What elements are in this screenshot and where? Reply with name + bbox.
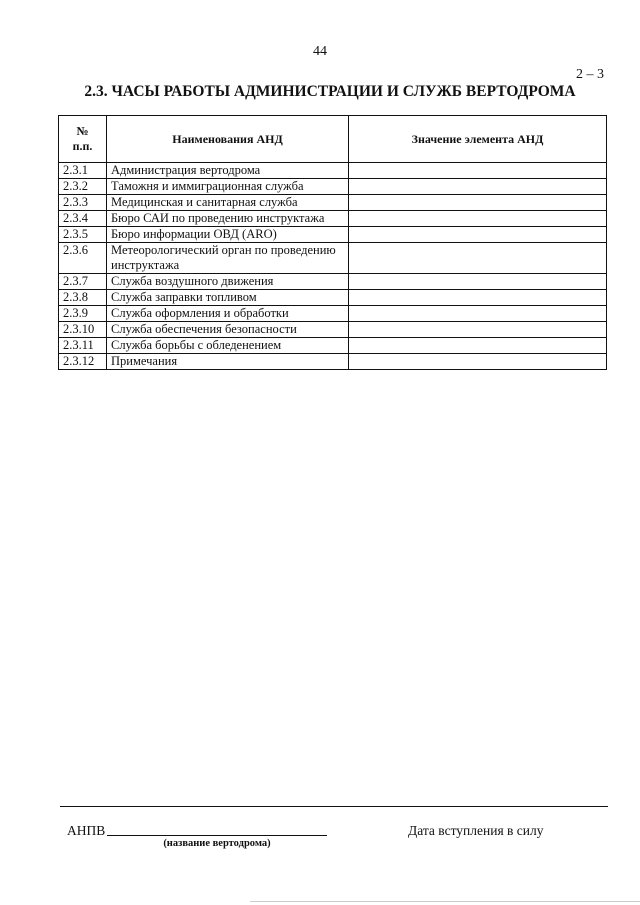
row-number: 2.3.7	[59, 274, 107, 290]
row-value[interactable]	[349, 338, 607, 354]
row-value[interactable]	[349, 211, 607, 227]
row-value[interactable]	[349, 290, 607, 306]
table-row	[59, 163, 607, 179]
row-value[interactable]	[349, 227, 607, 243]
footer-right-label: Дата вступления в силу	[408, 823, 544, 838]
table-row	[59, 354, 607, 370]
table-row	[59, 211, 607, 227]
table-row	[59, 227, 607, 243]
row-value[interactable]	[349, 354, 607, 370]
row-name: Служба заправки топливом	[107, 290, 349, 306]
row-number: 2.3.5	[59, 227, 107, 243]
row-name: Примечания	[107, 354, 349, 370]
footer-left-label: АНПВ	[67, 823, 106, 838]
header-number-line2: п.п.	[72, 139, 93, 153]
page-title: 2.3. ЧАСЫ РАБОТЫ АДМИНИСТРАЦИИ И СЛУЖБ ВЕРТОДРОМА	[84, 83, 576, 100]
row-number: 2.3.2	[59, 179, 107, 195]
table-body	[59, 163, 607, 370]
table-row	[59, 243, 607, 274]
page-bottom-edge	[250, 901, 640, 902]
and-table	[58, 115, 607, 370]
row-number: 2.3.4	[59, 211, 107, 227]
row-name: Служба воздушного движения	[107, 274, 349, 290]
row-name: Бюро информации ОВД (ARO)	[107, 227, 349, 243]
row-name: Метеорологический орган по проведению инструктажа	[107, 243, 349, 274]
row-value[interactable]	[349, 179, 607, 195]
table-row	[59, 195, 607, 211]
header-number-line1: №	[76, 124, 89, 138]
row-name: Таможня и иммиграционная служба	[107, 179, 349, 195]
row-name: Администрация вертодрома	[107, 163, 349, 179]
row-number: 2.3.6	[59, 243, 107, 274]
table-row	[59, 322, 607, 338]
row-number: 2.3.3	[59, 195, 107, 211]
row-name: Медицинская и санитарная служба	[107, 195, 349, 211]
row-name: Служба обеспечения безопасности	[107, 322, 349, 338]
row-number: 2.3.8	[59, 290, 107, 306]
row-number: 2.3.11	[59, 338, 107, 354]
footer-left-caption: (название вертодрома)	[163, 838, 271, 849]
row-value[interactable]	[349, 322, 607, 338]
row-value[interactable]	[349, 306, 607, 322]
row-number: 2.3.9	[59, 306, 107, 322]
row-name: Бюро САИ по проведению инструктажа	[107, 211, 349, 227]
header-number	[59, 116, 107, 163]
section-code: 2 – 3	[576, 67, 604, 82]
footer-fill-line	[107, 835, 327, 836]
row-value[interactable]	[349, 243, 607, 274]
page-number: 44	[313, 44, 327, 59]
table-row	[59, 274, 607, 290]
row-number: 2.3.12	[59, 354, 107, 370]
table-row	[59, 306, 607, 322]
table-row	[59, 338, 607, 354]
row-value[interactable]	[349, 163, 607, 179]
header-name: Наименования АНД	[107, 116, 349, 163]
row-name: Служба оформления и обработки	[107, 306, 349, 322]
row-name: Служба борьбы с обледенением	[107, 338, 349, 354]
table-header-row	[59, 116, 607, 163]
row-value[interactable]	[349, 274, 607, 290]
row-number: 2.3.10	[59, 322, 107, 338]
header-value: Значение элемента АНД	[349, 116, 607, 163]
row-number: 2.3.1	[59, 163, 107, 179]
row-value[interactable]	[349, 195, 607, 211]
footer-divider	[60, 806, 608, 807]
table-row	[59, 290, 607, 306]
table-row	[59, 179, 607, 195]
